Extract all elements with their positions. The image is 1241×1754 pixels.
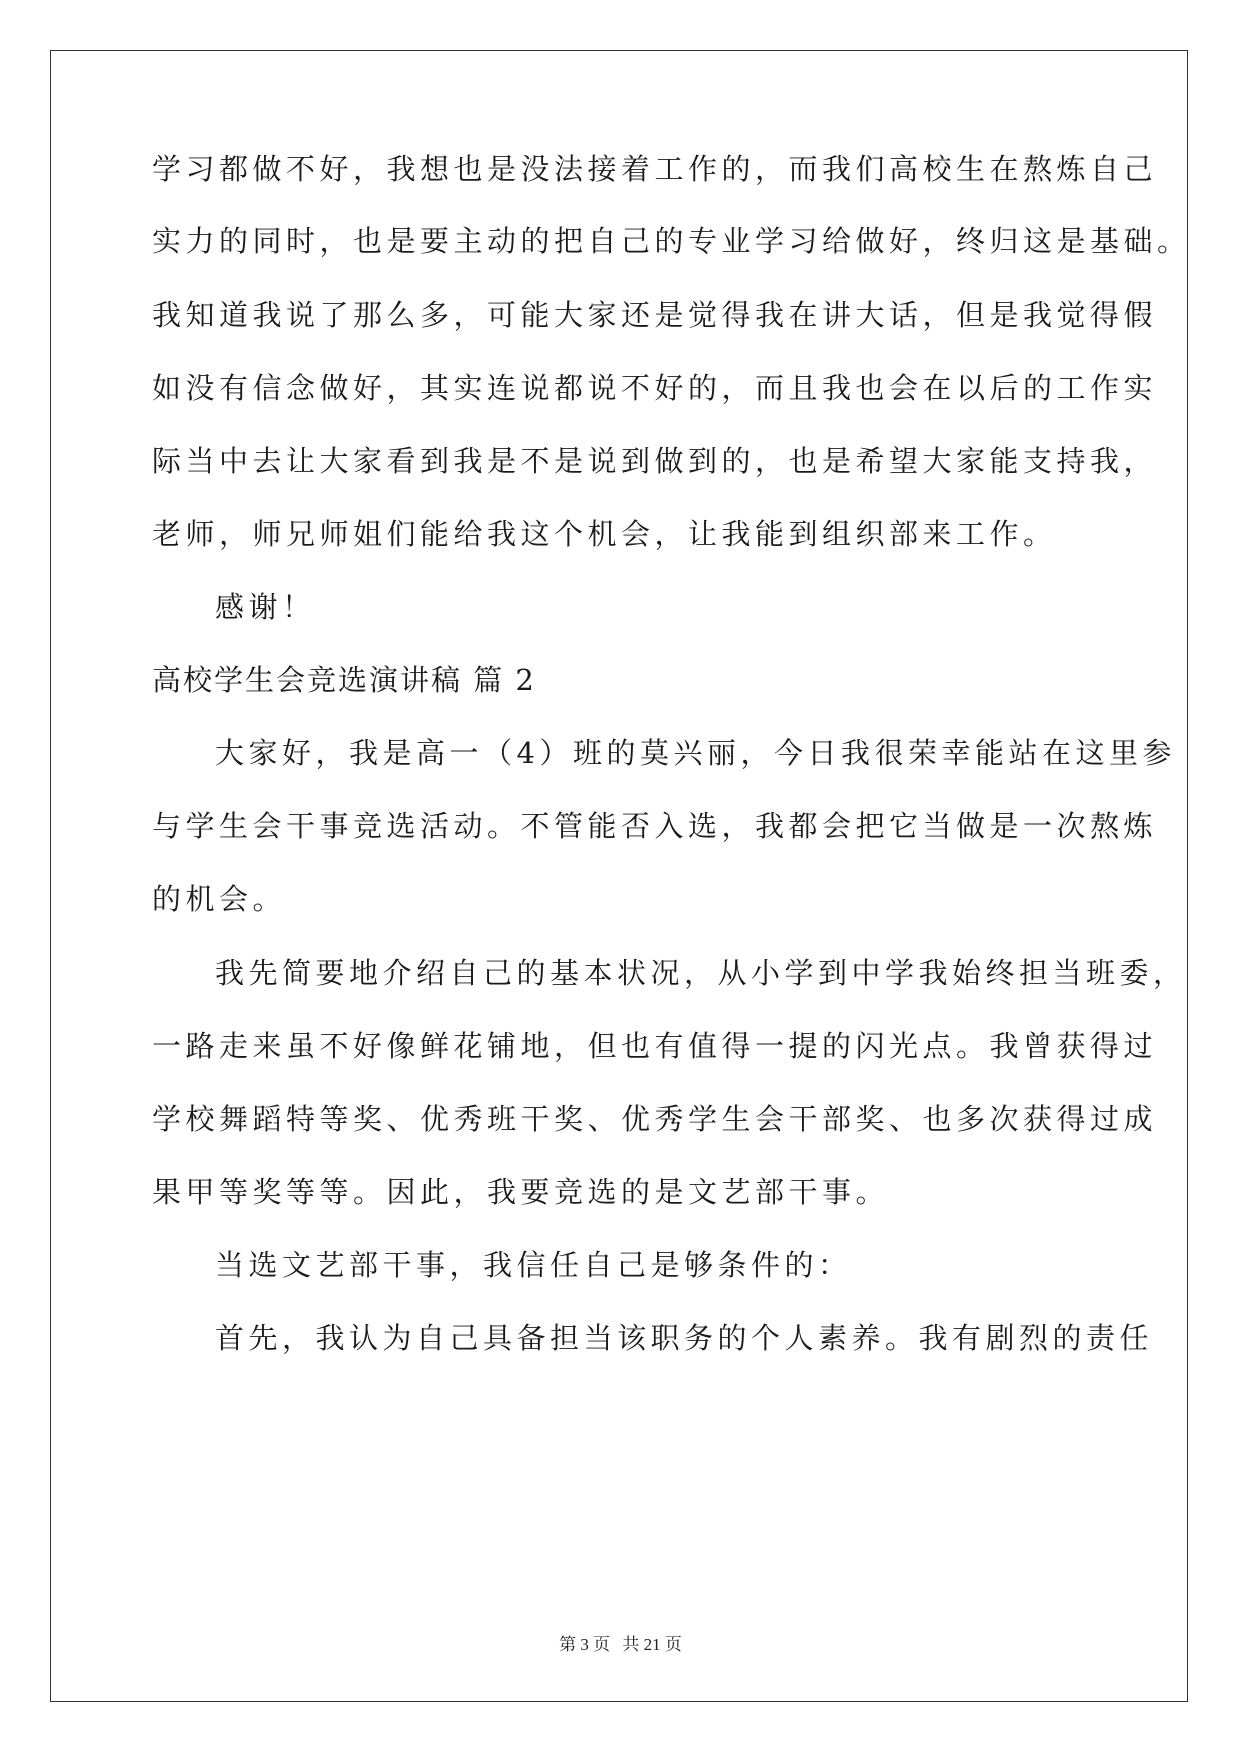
body-line: 一路走来虽不好像鲜花铺地，但也有值得一提的闪光点。我曾获得过 [152, 1029, 1158, 1063]
body-line: 老师，师兄师姐们能给我这个机会，让我能到组织部来工作。 [152, 517, 1057, 551]
body-line: 实力的同时，也是要主动的把自己的专业学习给做好，终归这是基础。 [152, 224, 1191, 258]
body-line: 如没有信念做好，其实连说都说不好的，而且我也会在以后的工作实 [152, 371, 1158, 405]
body-line: 学校舞蹈特等奖、优秀班干奖、优秀学生会干部奖、也多次获得过成 [152, 1102, 1158, 1136]
page-total: 共 21 页 [622, 1635, 682, 1654]
page-footer [0, 1633, 1241, 1657]
body-line: 感谢！ [215, 590, 316, 624]
body-line: 首先，我认为自己具备担当该职务的个人素养。我有剧烈的责任 [215, 1321, 1154, 1355]
body-line: 的机会。 [152, 882, 287, 916]
section-heading: 高校学生会竞选演讲稿 篇 2 [152, 663, 536, 697]
body-line: 大家好，我是高一（4）班的莫兴丽，今日我很荣幸能站在这里参 [215, 736, 1176, 770]
body-line: 我先简要地介绍自己的基本状况，从小学到中学我始终担当班委， [215, 956, 1187, 990]
body-line: 学习都做不好，我想也是没法接着工作的，而我们高校生在熬炼自己 [152, 152, 1158, 186]
body-line: 我知道我说了那么多，可能大家还是觉得我在讲大话，但是我觉得假 [152, 298, 1158, 332]
body-line: 与学生会干事竞选活动。不管能否入选，我都会把它当做是一次熬炼 [152, 809, 1158, 843]
body-line: 际当中去让大家看到我是不是说到做到的，也是希望大家能支持我， [152, 444, 1158, 478]
body-line: 果甲等奖等等。因此，我要竞选的是文艺部干事。 [152, 1175, 890, 1209]
body-line: 当选文艺部干事，我信任自己是够条件的： [215, 1248, 852, 1282]
page-number: 第 3 页 [559, 1635, 611, 1654]
